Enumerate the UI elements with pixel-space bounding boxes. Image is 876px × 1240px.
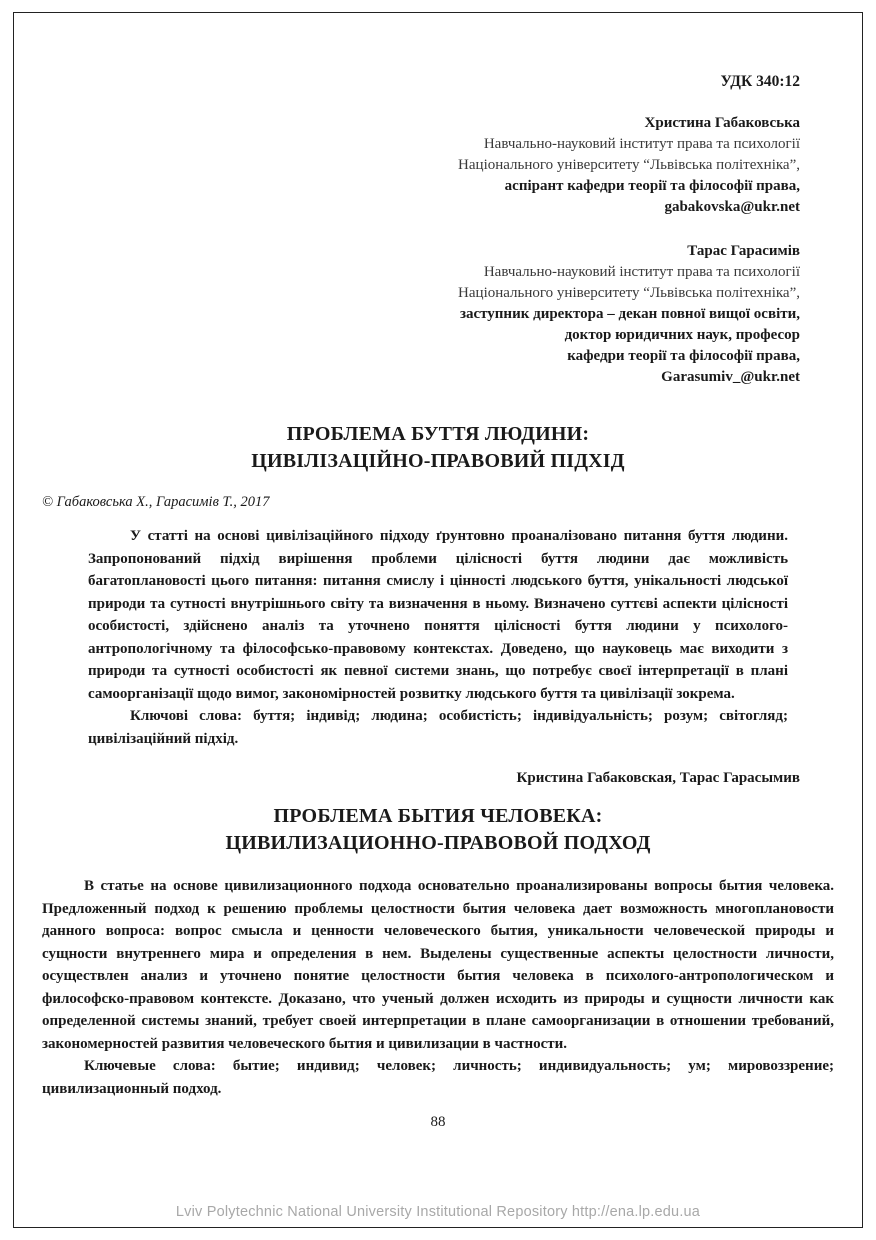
author-name: Христина Габаковська xyxy=(644,115,800,131)
author-email: Garasumiv_@ukr.net xyxy=(661,369,800,385)
author-role-line: заступник директора – декан повної вищої освіти, xyxy=(459,306,800,322)
author-role-line: доктор юридичних наук, професор xyxy=(564,327,800,343)
author-name: Тарас Гарасимів xyxy=(687,243,800,259)
authors-ru: Кристина Габаковская, Тарас Гарасымив xyxy=(516,770,800,786)
author-email: gabakovska@ukr.net xyxy=(664,199,800,215)
author-affiliation-line: Навчально-науковий інститут права та психології xyxy=(483,264,800,280)
keywords-ua: Ключові слова: буття; індивід; людина; особистість; індивідуальність; розум; світогляд; цивілізаційний підхід. xyxy=(88,708,788,747)
article-title-ru xyxy=(42,803,834,857)
page-frame xyxy=(13,12,863,1228)
author-block-2 xyxy=(42,241,800,388)
abstract-ua: У статті на основі цивілізаційного підходу ґрунтовно проаналізовано питання буття людини. Запропонований підхід вирішення проблеми цілісності буття людини дає можливість багатоплановості цього питання: питання смислу і цінності людського буття, унікальності людської природи та сутності внутрішнього світу та визначення в ньому. Визначено суттєві аспекти цілісності особистості, здійснено аналіз та уточнено поняття цілісності буття людини у психолого-антропологічному та філософсько-правовому контекстах. Доведено, що науковець має виходити з природи та сутності особистості як певної системи знань, що потребує своєї інтерпретації в плані самоорганізації щодо вимог, закономірностей розвитку людського буття та цивілізації зокрема. xyxy=(88,528,788,702)
author-affiliation-line: Навчально-науковий інститут права та психології xyxy=(483,136,800,152)
author-affiliation-line: Національного університету “Львівська політехніка”, xyxy=(458,157,800,173)
author-role-line: кафедри теорії та філософії права, xyxy=(567,348,800,364)
keywords-ru: Ключевые слова: бытие; индивид; человек; личность; индивидуальность; ум; мировоззрение; цивилизационный подход. xyxy=(42,1058,834,1097)
author-role-line: аспірант кафедри теорії та філософії права, xyxy=(504,178,800,194)
copyright-line: © Габаковська Х., Гарасимів Т., 2017 xyxy=(42,494,270,510)
article-title-ua-line2: ЦИВІЛІЗАЦІЙНО-ПРАВОВИЙ ПІДХІД xyxy=(251,450,625,472)
abstract-ru: В статье на основе цивилизационного подхода основательно проанализированы вопросы бытия человека. Предложенный подход к решению проблемы целостности бытия человека дает возможность многоплановости данного вопроса: вопрос смысла и ценности человеческого бытия, уникальности человеческой природы и сущности внутреннего мира и определения в нем. Выделены существенные аспекты целостности личности, осуществлен анализ и уточнено понятие целостности бытия человека в психолого-антропологическом и философско-правовом контексте. Доказано, что ученый должен исходить из природы и сущности личности как определенной системы знаний, требует своей интерпретации в плане самоорганизации в отношении требований, закономерностей развития человеческого бытия и цивилизации в частности. xyxy=(42,878,834,1052)
author-affiliation-line: Національного університету “Львівська політехніка”, xyxy=(458,285,800,301)
article-title-ru-line1: ПРОБЛЕМА БЫТИЯ ЧЕЛОВЕКА: xyxy=(273,805,603,827)
page-content xyxy=(14,13,862,1131)
article-title-ua xyxy=(42,421,834,475)
repository-footer: Lviv Polytechnic National University Institutional Repository http://ena.lp.edu.ua xyxy=(175,1204,701,1220)
article-title-ru-line2: ЦИВИЛИЗАЦИОННО-ПРАВОВОЙ ПОДХОД xyxy=(225,832,651,854)
article-title-ua-line1: ПРОБЛЕМА БУТТЯ ЛЮДИНИ: xyxy=(286,423,590,445)
udk-code: УДК 340:12 xyxy=(720,73,800,90)
page-number: 88 xyxy=(430,1114,446,1130)
author-block-1 xyxy=(42,113,800,218)
